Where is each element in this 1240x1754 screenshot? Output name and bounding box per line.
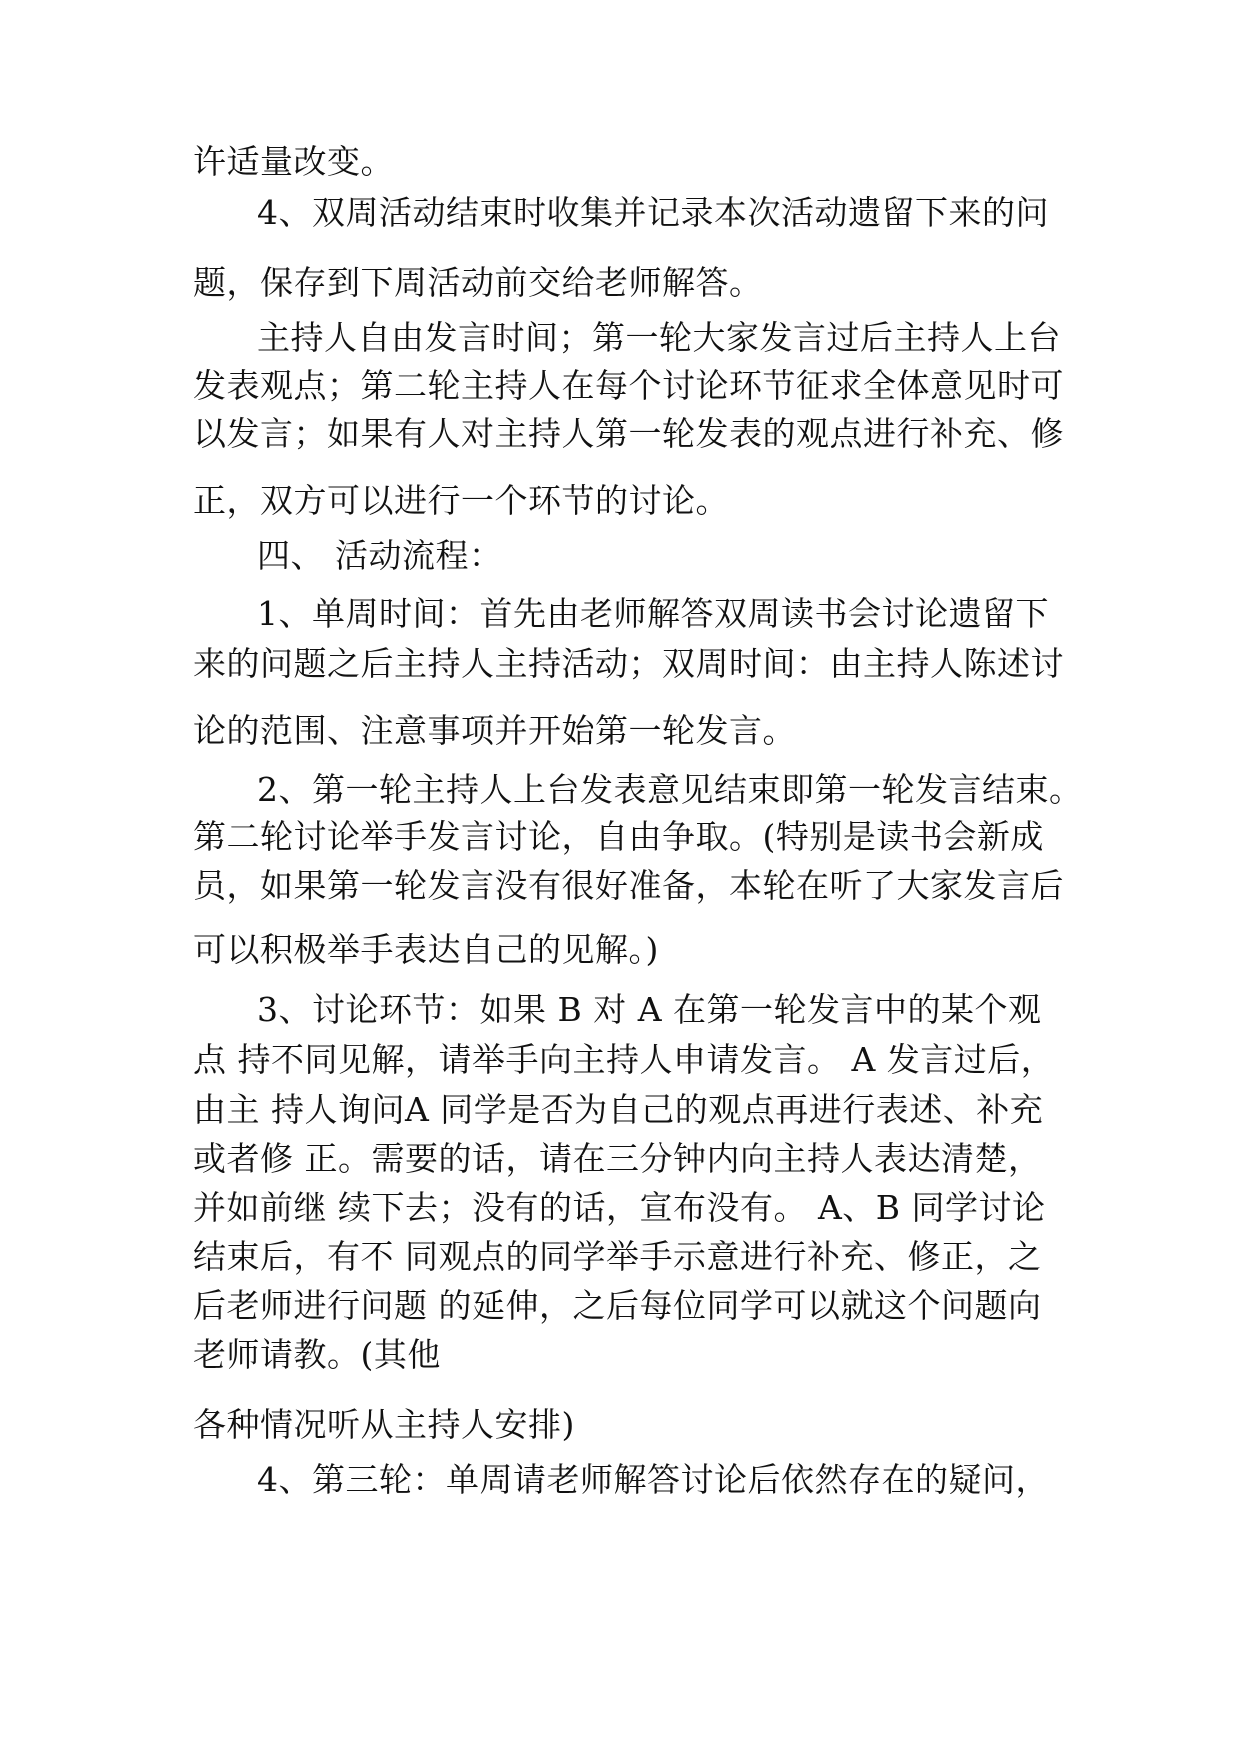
text-line: 各种情况听从主持人安排) (193, 1405, 575, 1444)
text-line: 主持人自由发言时间；第一轮大家发言过后主持人上台 (257, 318, 1061, 357)
text-line: 结束后，有不 同观点的同学举手示意进行补充、修正，之 (193, 1237, 1042, 1276)
text-line: 来的问题之后主持人主持活动；双周时间：由主持人陈述讨 (193, 644, 1064, 683)
section-heading: 四、 活动流程： (257, 536, 503, 575)
text-line: 点 持不同见解，请举手向主持人申请发言。 A 发言过后， (193, 1040, 1055, 1079)
text-line: 由主 持人询问A 同学是否为自己的观点再进行表述、补充 (193, 1090, 1044, 1129)
text-line: 后老师进行问题 的延伸，之后每位同学可以就这个问题向 (193, 1286, 1042, 1325)
text-line: 老师请教。(其他 (193, 1335, 441, 1374)
text-line: 3、讨论环节：如果 B 对 A 在第一轮发言中的某个观 (257, 990, 1042, 1029)
text-line: 论的范围、注意事项并开始第一轮发言。 (193, 711, 796, 750)
text-line: 并如前继 续下去；没有的话，宣布没有。 A、B 同学讨论 (193, 1188, 1046, 1227)
text-line: 4、第三轮：单周请老师解答讨论后依然存在的疑问， (257, 1460, 1049, 1499)
text-line: 或者修 正。需要的话，请在三分钟内向主持人表达清楚， (193, 1139, 1042, 1178)
text-line: 第二轮讨论举手发言讨论，自由争取。(特别是读书会新成 (193, 817, 1044, 856)
text-line: 可以积极举手表达自己的见解。) (193, 930, 659, 969)
text-line: 正，双方可以进行一个环节的讨论。 (193, 481, 729, 520)
text-line: 2、第一轮主持人上台发表意见结束即第一轮发言结束。 (257, 770, 1083, 809)
text-line: 发表观点；第二轮主持人在每个讨论环节征求全体意见时可 (193, 366, 1064, 405)
text-line: 以发言；如果有人对主持人第一轮发表的观点进行补充、修 (193, 414, 1064, 453)
text-line: 许适量改变。 (193, 142, 394, 181)
text-line: 员，如果第一轮发言没有很好准备，本轮在听了大家发言后 (193, 866, 1064, 905)
text-line: 题，保存到下周活动前交给老师解答。 (193, 263, 763, 302)
text-line: 4、双周活动结束时收集并记录本次活动遗留下来的问 (257, 193, 1049, 232)
text-line: 1、单周时间：首先由老师解答双周读书会讨论遗留下 (257, 594, 1049, 633)
